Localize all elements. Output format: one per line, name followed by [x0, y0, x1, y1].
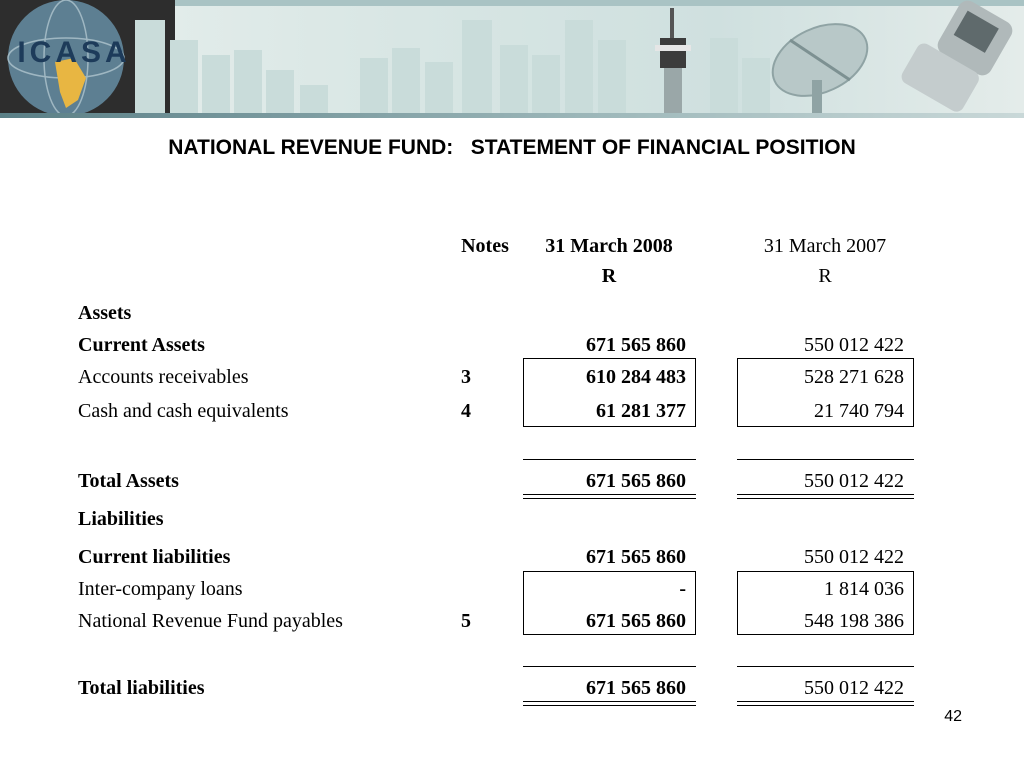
current-assets-label: Current Assets [78, 334, 205, 356]
nrf-payables-current-value: 671 565 860 [586, 610, 686, 632]
mobile-phone-icon [899, 0, 1016, 115]
header-banner [0, 0, 1024, 118]
inter-company-loans-current-value: - [679, 578, 686, 600]
cash-label: Cash and cash equivalents [78, 400, 289, 422]
nrf-payables-prior-value: 548 198 386 [804, 610, 904, 632]
current-year-unit: R [601, 265, 617, 287]
assets-heading: Assets [78, 302, 132, 324]
accounts-receivables-note: 3 [461, 366, 471, 388]
assets-current-subtotal-rule [523, 459, 696, 460]
current-liabilities-label: Current liabilities [78, 546, 231, 568]
page-number: 42 [944, 708, 962, 725]
current-liabilities-current-value: 671 565 860 [586, 546, 686, 568]
prior-year-unit: R [818, 265, 832, 287]
total-assets-prior-value: 550 012 422 [804, 470, 904, 492]
nrf-payables-note: 5 [461, 610, 471, 632]
total-liabilities-prior-value: 550 012 422 [804, 677, 904, 699]
notes-column-header: Notes [461, 235, 509, 257]
cash-note: 4 [461, 400, 471, 422]
current-liabilities-prior-value: 550 012 422 [804, 546, 904, 568]
inter-company-loans-label: Inter-company loans [78, 578, 243, 600]
satellite-dish-icon [761, 10, 879, 113]
banner-bottom-stripe [0, 113, 1024, 118]
inter-company-loans-prior-value: 1 814 036 [824, 578, 904, 600]
current-assets-prior-value: 550 012 422 [804, 334, 904, 356]
banner-graphic [0, 0, 1024, 118]
liabilities-prior-subtotal-rule [737, 666, 914, 667]
tower-icon [655, 8, 691, 113]
cash-current-value: 61 281 377 [596, 400, 686, 422]
current-assets-current-value: 671 565 860 [586, 334, 686, 356]
assets-prior-subtotal-rule [737, 459, 914, 460]
liabilities-current-subtotal-rule [523, 666, 696, 667]
liabilities-heading: Liabilities [78, 508, 164, 530]
nrf-payables-label: National Revenue Fund payables [78, 610, 343, 632]
total-liabilities-current-double-rule [523, 701, 696, 706]
total-liabilities-prior-double-rule [737, 701, 914, 706]
prior-year-column-header: 31 March 2007 [763, 235, 887, 257]
total-assets-current-double-rule [523, 494, 696, 499]
accounts-receivables-current-value: 610 284 483 [586, 366, 686, 388]
cash-prior-value: 21 740 794 [814, 400, 904, 422]
accounts-receivables-label: Accounts receivables [78, 366, 249, 388]
total-assets-current-value: 671 565 860 [586, 470, 686, 492]
total-assets-prior-double-rule [737, 494, 914, 499]
page-title: NATIONAL REVENUE FUND: STATEMENT OF FINANCIAL POSITION [168, 136, 856, 159]
accounts-receivables-prior-value: 528 271 628 [804, 366, 904, 388]
total-assets-label: Total Assets [78, 470, 179, 492]
total-liabilities-current-value: 671 565 860 [586, 677, 686, 699]
current-year-column-header: 31 March 2008 [545, 235, 673, 257]
total-liabilities-label: Total liabilities [78, 677, 205, 699]
logo-text: ICASA [17, 36, 131, 69]
